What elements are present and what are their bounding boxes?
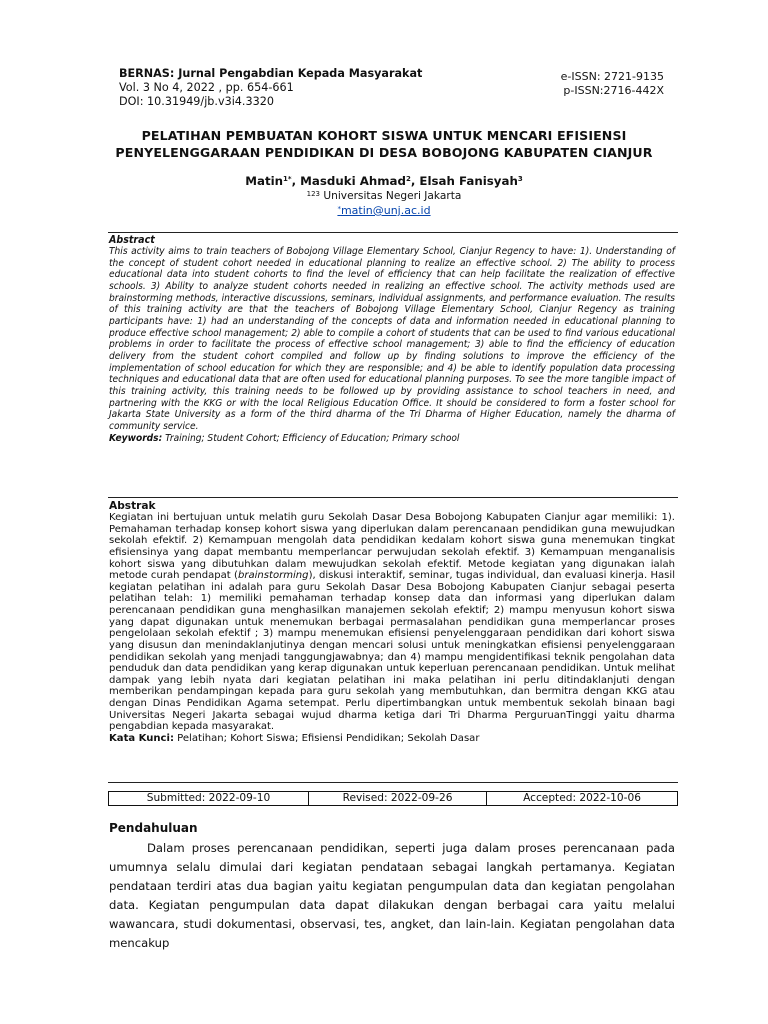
affiliation-mark: 123 [306, 190, 321, 198]
author-2-mark: 2 [405, 175, 411, 183]
abstrak-text-part-2: ), diskusi interaktif, seminar, tugas individual, dan evaluasi kinerja. Hasil kegiatan pelatihan ini adalah para guru Sekolah Dasar Desa Bobojong Kabupaten Cianjur sebagai peserta pelatihan telah: 1) memiliki pemahaman terhadap konsep data dan informasi yang diperlukan dalam perencanaan pendidikan guna menghasilkan manajemen sekolah efektif; 2) mampu menyusun kohort siswa yang dapat digunakan untuk menemukan berbagai permasalahan pendidikan guna memperlancar proses pengelolaan sekolah efektif ; 3) mampu menemukan efisiensi penyelenggaraan pendidikan dari kohort siswa yang disusun dan menindaklanjutinya dengan mencari solusi untuk meningkatkan efisiensi penyelenggaraan pendidikan sekolah yang menjadi tanggungjawabnya; dan 4) mampu mengidentifikasi teknik pengolahan data penduduk dan data pendidikan yang kerap digunakan untuk keperluan perencanaan pendidikan. Untuk melihat dampak yang lebih nyata dari kegiatan pelatihan ini maka pelatihan ini perlu ditindaklanjuti dengan memberikan pendampingan kepada para guru sekolah yang membutuhkan, dan bermitra dengan KKG atau dengan Dinas Pendidikan Agama setempat. Perlu dipertimbangkan untuk membentuk sekolah binaan bagi Universitas Negeri Jakarta sebagai wujud dharma ketiga dari Tri Dharma PerguruanTinggi yaitu dharma pengabdian kepada masyarakat. [109, 570, 675, 733]
divider [108, 497, 678, 498]
email-address: matin@unj.ac.id [340, 204, 431, 217]
author-3: Elsah Fanisyah [419, 174, 518, 188]
journal-header-right [561, 70, 664, 98]
abstrak-text-part-1: Kegiatan ini bertujuan untuk melatih guru Sekolah Dasar Desa Bobojong Kabupaten Cianjur agar memiliki: 1). Pemahaman terhadap konsep kohort siswa yang diperlukan dalam perencanaan pendidikan guna mewujudkan sekolah efektif. 2) Kemampuan mengolah data pendidikan kedalam kohort siswa guna menemukan tingkat efisiensinya yang dapat membantu memperlancar perwujudan sekolah efektif. 3) Kemampuan menganalisis kohort siswa yang dibutuhkan dalam mewujudkan sekolah efektif. Metode kegiatan yang digunakan ialah metode curah pendapat ( [109, 512, 675, 582]
submitted-date: Submitted: 2022-09-10 [109, 792, 309, 806]
email-link[interactable] [337, 204, 430, 217]
affiliation-name: Universitas Negeri Jakarta [320, 190, 462, 202]
dates-row [109, 792, 678, 806]
paper-title-line-1: PELATIHAN PEMBUATAN KOHORT SISWA UNTUK MENCARI EFISIENSI [141, 128, 627, 143]
divider [108, 232, 678, 233]
journal-title: BERNAS: Jurnal Pengabdian Kepada Masyarakat [119, 67, 423, 80]
abstract-english [109, 234, 675, 444]
author-1-mark: 1* [283, 175, 292, 183]
author-3-mark: 3 [517, 175, 523, 183]
revised-date: Revised: 2022-09-26 [308, 792, 486, 806]
journal-doi: DOI: 10.31949/jb.v3i4.3320 [119, 95, 274, 108]
journal-header-left [119, 67, 422, 109]
author-list [90, 174, 678, 189]
dates-table [108, 791, 678, 806]
abstract-text: This activity aims to train teachers of Bobojong Village Elementary School, Cianjur Regency to have: 1). Understanding of the concept of student cohort needed in educational planning to realize an effective school. 2) The ability to process educational data into student cohorts to find the level of efficiency that can help facilitate the realization of effective schools. 3) Ability to analyze student cohorts needed in realizing an effective school. The activity methods used are brainstorming methods, interactive discussions, seminars, individual assignments, and performance evaluation. The results of this training activity are that the teachers of Bobojong Village Elementary School, Cianjur Regency as training participants have: 1) had an understanding of the concepts of data and information needed in educational planning to produce effective school management; 2) able to compile a cohort of students that can be used to find various educational problems in order to facilitate the process of effective school management; 3) able to find the efficiency of education delivery from the student cohort compiled and follow up by finding solutions to improve the efficiency of the implementation of school education for which they are responsible; and 4) be able to identify population data processing techniques and educational data that are often used for educational planning purposes. To see the more tangible impact of this training activity, this training needs to be followed up by providing assistance to school teachers in need, and partnering with the KKG or with the local Religious Education Office. It should be considered to form a foster school for Jakarta State University as a form of the third dharma of the Tri Dharma of Higher Education, namely the dharma of community service. [109, 246, 675, 432]
abstrak-heading: Abstrak [109, 500, 156, 512]
paper-title-line-2: PENYELENGGARAAN PENDIDIKAN DI DESA BOBOJONG KABUPATEN CIANJUR [115, 145, 653, 160]
kata-kunci-label: Kata Kunci: [109, 732, 174, 744]
keywords-text: Training; Student Cohort; Efficiency of Education; Primary school [162, 432, 460, 444]
author-separator: , [291, 174, 301, 188]
section-body-text: Dalam proses perencanaan pendidikan, seperti juga dalam proses perencanaan pada umumnya selalu dimulai dari kegiatan pendataan sebagai langkah pertamanya. Kegiatan pendataan terdiri atas dua bagian yaitu kegiatan pengumpulan data dan kegiatan pengolahan data. Kegiatan pengumpulan data dapat dilakukan dengan berbagai cara yaitu melalui wawancara, studi dokumentasi, observasi, tes, angket, dan lain-lain. Kegiatan pengolahan data mencakup [109, 841, 675, 951]
author-1: Matin [245, 174, 284, 188]
e-issn: e-ISSN: 2721-9135 [560, 70, 664, 83]
email-mark: * [337, 205, 341, 213]
section-heading: Pendahuluan [109, 821, 198, 835]
divider [108, 782, 678, 783]
affiliation [90, 190, 678, 203]
accepted-date: Accepted: 2022-10-06 [487, 792, 678, 806]
abstract-indonesian [109, 500, 675, 745]
journal-volume: Vol. 3 No 4, 2022 , pp. 654-661 [119, 81, 294, 94]
p-issn: p-ISSN:2716-442X [563, 84, 664, 97]
author-separator: , [410, 174, 420, 188]
author-2: Masduki Ahmad [300, 174, 406, 188]
kata-kunci-text: Pelatihan; Kohort Siswa; Efisiensi Pendidikan; Sekolah Dasar [173, 732, 480, 744]
abstrak-text-italic: brainstorming [237, 570, 309, 582]
corresponding-email [90, 204, 678, 218]
abstract-heading: Abstract [109, 234, 155, 246]
keywords-label: Keywords: [109, 432, 163, 444]
paper-title [90, 127, 678, 161]
